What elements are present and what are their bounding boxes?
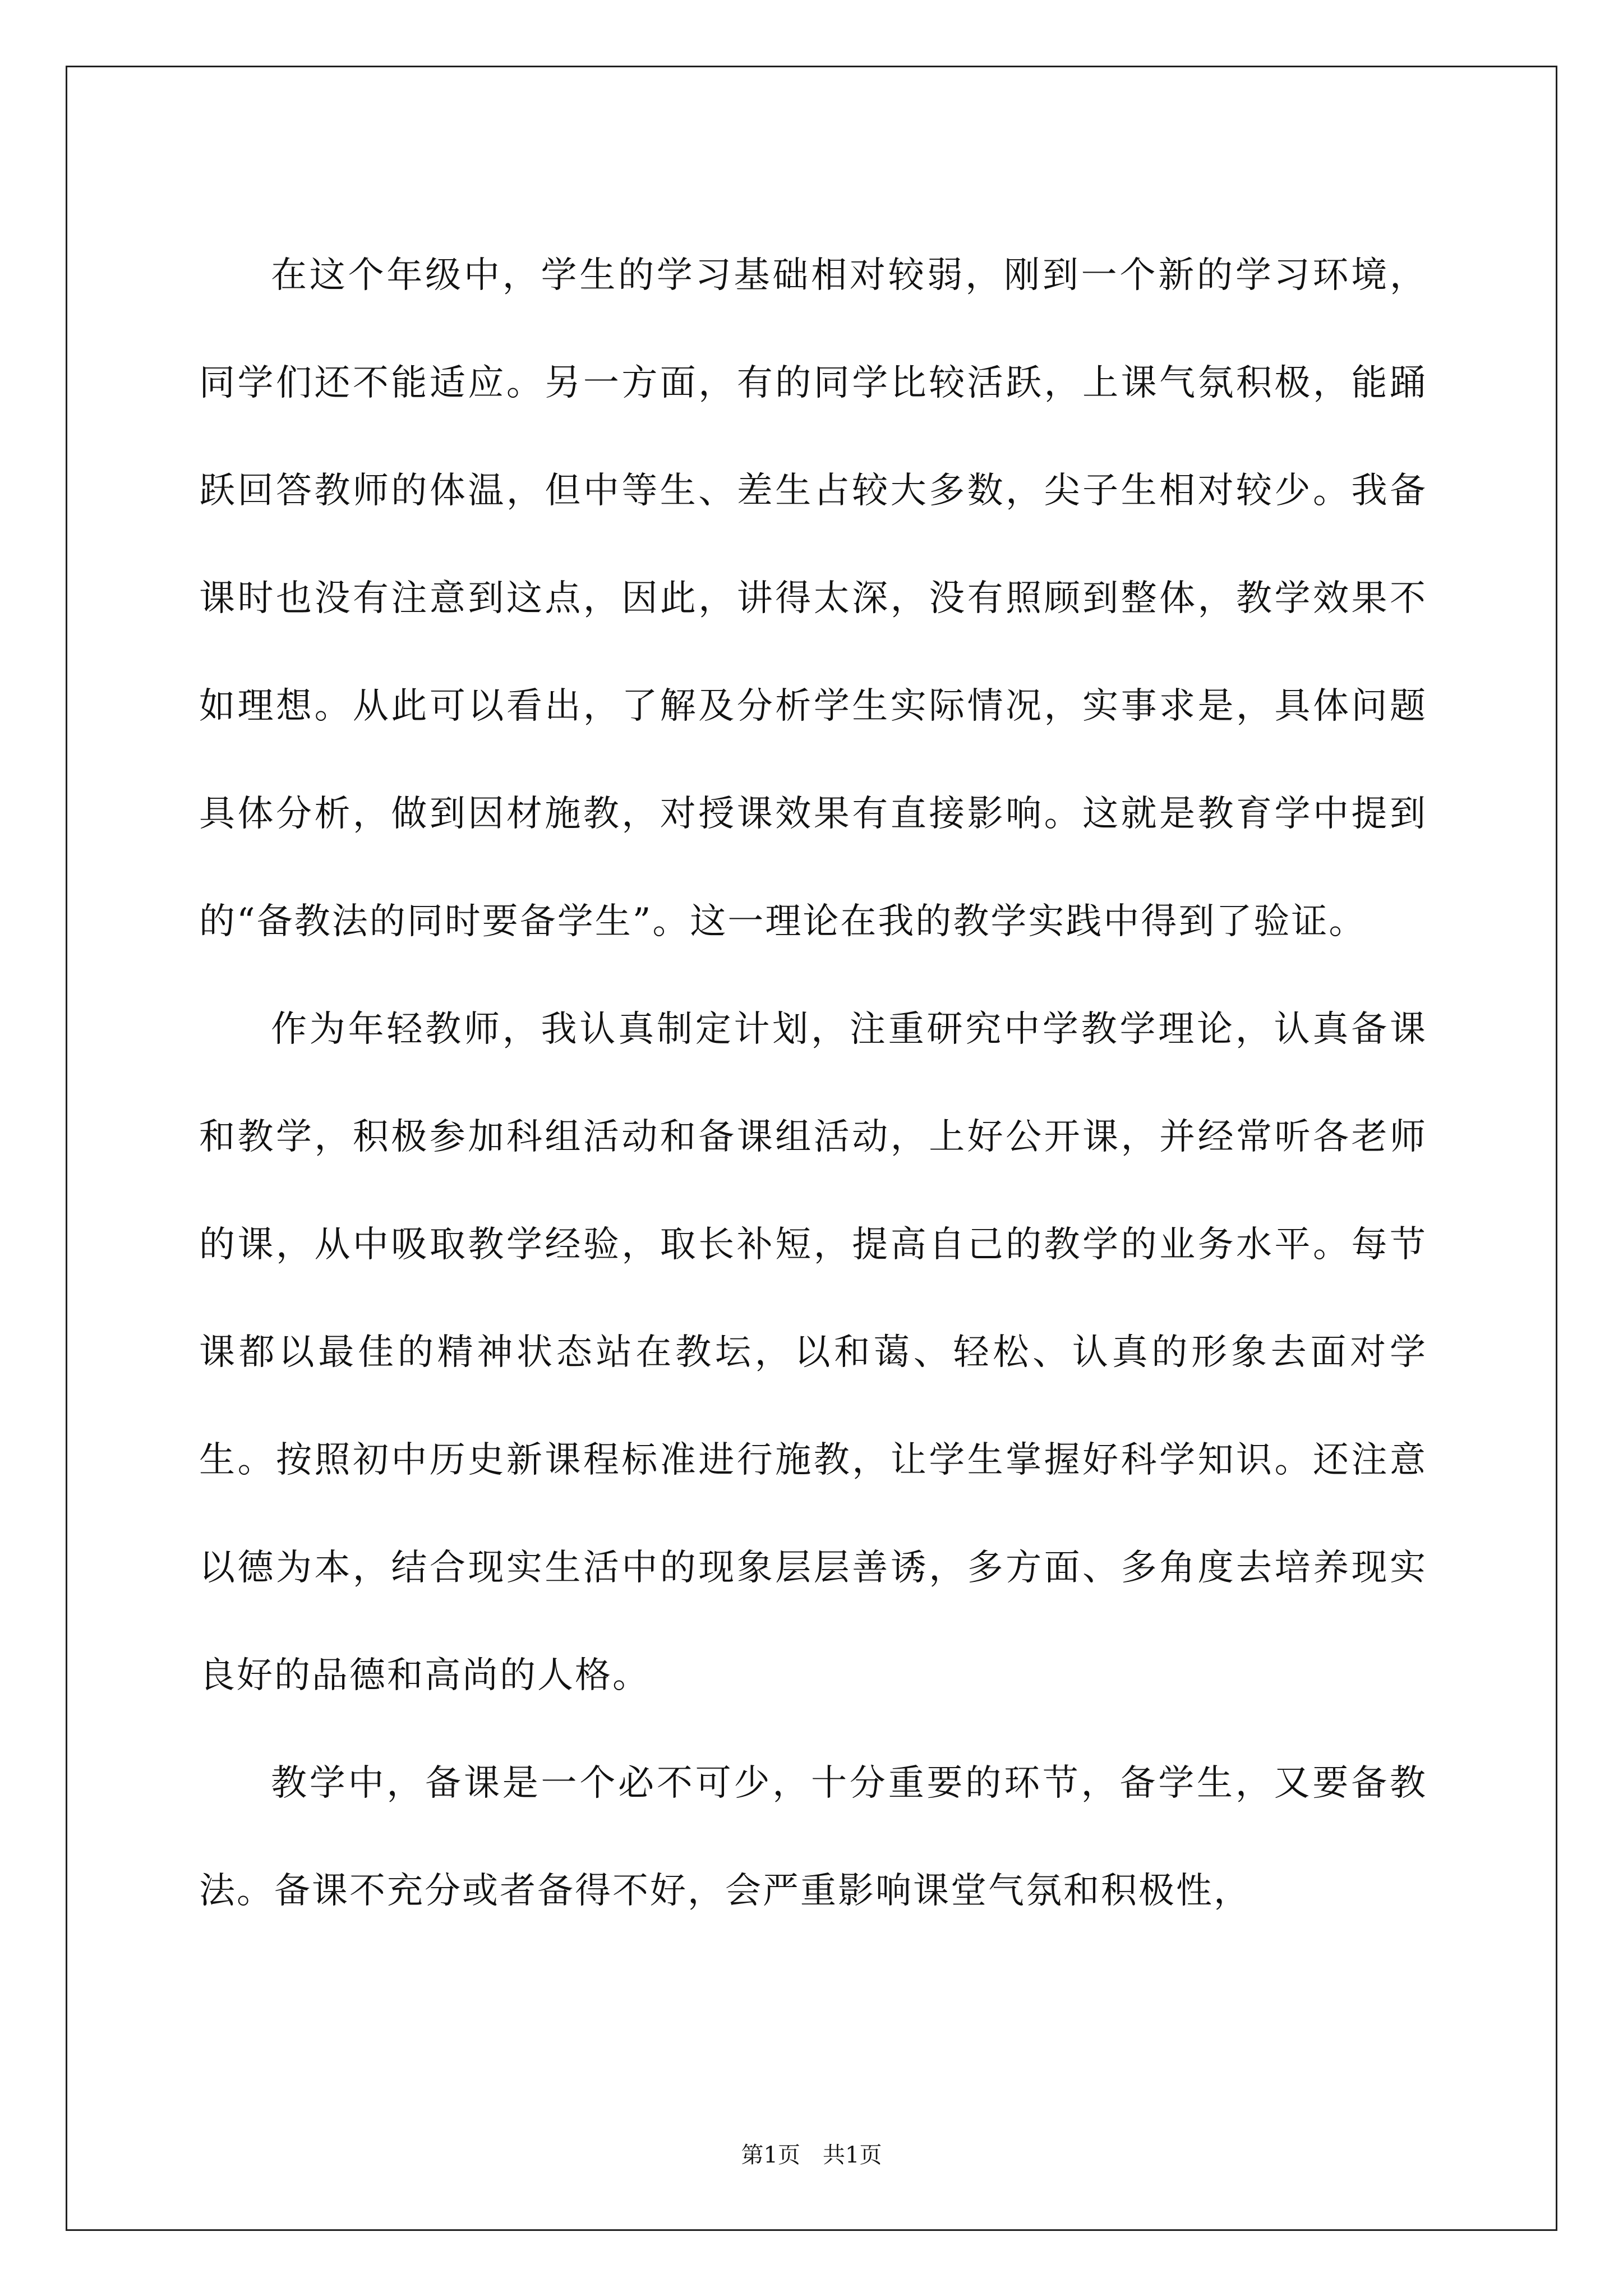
paragraph-2: 作为年轻教师，我认真制定计划，注重研究中学教学理论，认真备课和教学，积极参加科组活动和备课组活动，上好公开课，并经常听各老师的课，从中吸取教学经验，取长补短，提高自己的教学的业务水平。每节课都以最佳的精神状态站在教坛，以和蔼、轻松、认真的形象去面对学生。按照初中历史新课程标准进行施教，让学生掌握好科学知识。还注意以德为本，结合现实生活中的现象层层善诱，多方面、多角度去培养现实良好的品德和高尚的人格。	[199, 1009, 1427, 1696]
page-footer: 第1页 共1页	[741, 2142, 882, 2168]
document-body	[199, 222, 1427, 1945]
paragraph-1: 在这个年级中，学生的学习基础相对较弱，刚到一个新的学习环境，同学们还不能适应。另一方面，有的同学比较活跃，上课气氛积极，能踊跃回答教师的体温，但中等生、差生占较大多数，尖子生相对较少。我备课时也没有注意到这点，因此，讲得太深，没有照顾到整体，教学效果不如理想。从此可以看出，了解及分析学生实际情况，实事求是，具体问题具体分析，做到因材施教，对授课效果有直接影响。这就是教育学中提到的“备教法的同时要备学生”。这一理论在我的教学实践中得到了验证。	[199, 255, 1427, 942]
paragraph-3: 教学中，备课是一个必不可少，十分重要的环节，备学生，又要备教法。备课不充分或者备得不好，会严重影响课堂气氛和积极性，	[199, 1763, 1427, 1912]
